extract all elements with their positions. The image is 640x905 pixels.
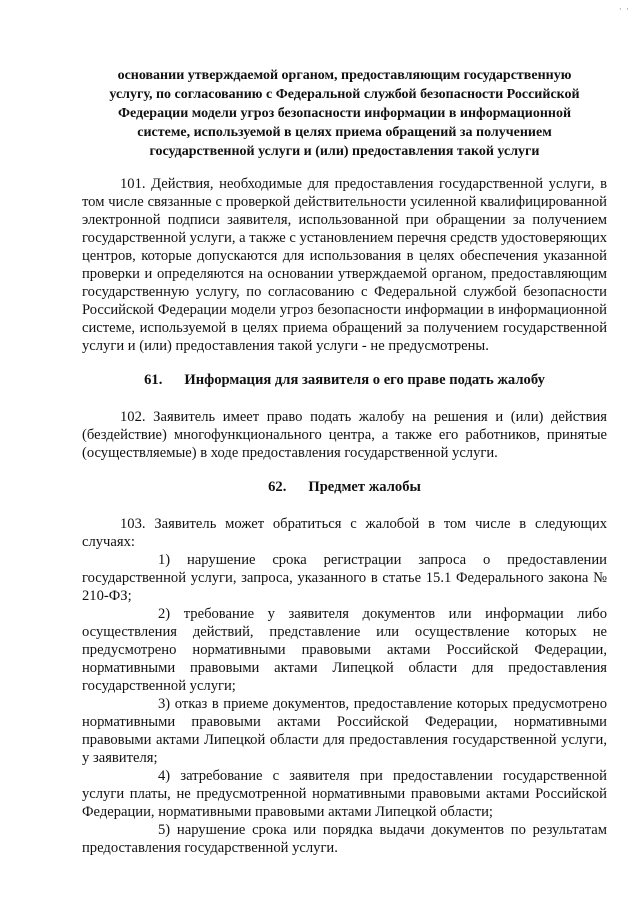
- list-item-text: требование у заявителя документов или информации либо осуществления действий, представление или осуществление которых не предусмотрено нормативными правовыми актами Российской Федерации, нормативными правовыми актами Липецкой области для предоставления государственной услуги;: [82, 606, 607, 694]
- section-62-title: [82, 478, 607, 497]
- list-marker: 1): [158, 552, 171, 568]
- list-item: [82, 551, 607, 605]
- section-title-text: Информация для заявителя о его праве подать жалобу: [184, 372, 545, 388]
- list-item: [82, 767, 607, 821]
- list-marker: 2): [158, 606, 171, 622]
- section-heading-continued: [82, 66, 607, 161]
- list-marker: 4): [158, 768, 171, 784]
- list-item-text: нарушение срока регистрации запроса о предоставлении государственной услуги, запроса, указанного в статье 15.1 Федерального закона № 210-ФЗ;: [82, 552, 607, 604]
- heading-line: услугу, по согласованию с Федеральной службой безопасности Российской: [109, 87, 580, 102]
- heading-line: системе, используемой в целях приема обращений за получением: [137, 125, 552, 140]
- section-title-text: Предмет жалобы: [308, 479, 421, 495]
- list-marker: 3): [158, 696, 171, 712]
- heading-line: государственной услуги и (или) предоставления такой услуги: [149, 144, 540, 159]
- heading-line: Федерации модели угроз безопасности информации в информационной: [117, 106, 572, 121]
- section-61-title: [82, 371, 607, 390]
- section-number: 62.: [268, 479, 287, 495]
- list-item-text: нарушение срока или порядка выдачи документов по результатам предоставления государственной услуги.: [82, 822, 607, 856]
- scan-corner-mark: · ·: [618, 4, 630, 14]
- list-item: [82, 605, 607, 695]
- paragraph-103: 103. Заявитель может обратиться с жалобой в том числе в следующих случаях:: [82, 516, 607, 550]
- paragraph-101: 101. Действия, необходимые для предоставления государственной услуги, в том числе связанные с проверкой действительности усиленной квалифицированной электронной подписи заявителя, использованной при обращении за получением государственной услуги, а также с установлением перечня средств удостоверяющих центров, которые допускаются для использования в целях обеспечения указанной проверки и определяются на основании утверждаемой органом, предоставляющим государственную услугу, по согласованию с Федеральной службой безопасности Российской Федерации модели угроз безопасности информации в информационной системе, используемой в целях приема обращений за получением государственной услуги и (или) предоставления такой услуги - не предусмотрены.: [82, 176, 607, 354]
- list-marker: 5): [158, 822, 171, 838]
- list-item: [82, 695, 607, 767]
- paragraph-102: 102. Заявитель имеет право подать жалобу на решения и (или) действия (бездействие) многофункционального центра, а также его работников, принятые (осуществляемые) в ходе предоставления государственной услуги.: [82, 409, 607, 461]
- list-item-text: отказ в приеме документов, предоставление которых предусмотрено нормативными правовыми актами Российской Федерации, нормативными правовыми актами Липецкой области для предоставления государственной услуги, у заявителя;: [82, 696, 608, 766]
- list-item-text: затребование с заявителя при предоставлении государственной услуги платы, не предусмотренной нормативными правовыми актами Российской Федерации, нормативными правовыми актами Липецкой области;: [82, 768, 607, 820]
- document-body: [82, 66, 607, 857]
- section-number: 61.: [144, 372, 163, 388]
- list-item: [82, 821, 607, 857]
- heading-line: основании утверждаемой органом, предоставляющим государственную: [117, 68, 572, 83]
